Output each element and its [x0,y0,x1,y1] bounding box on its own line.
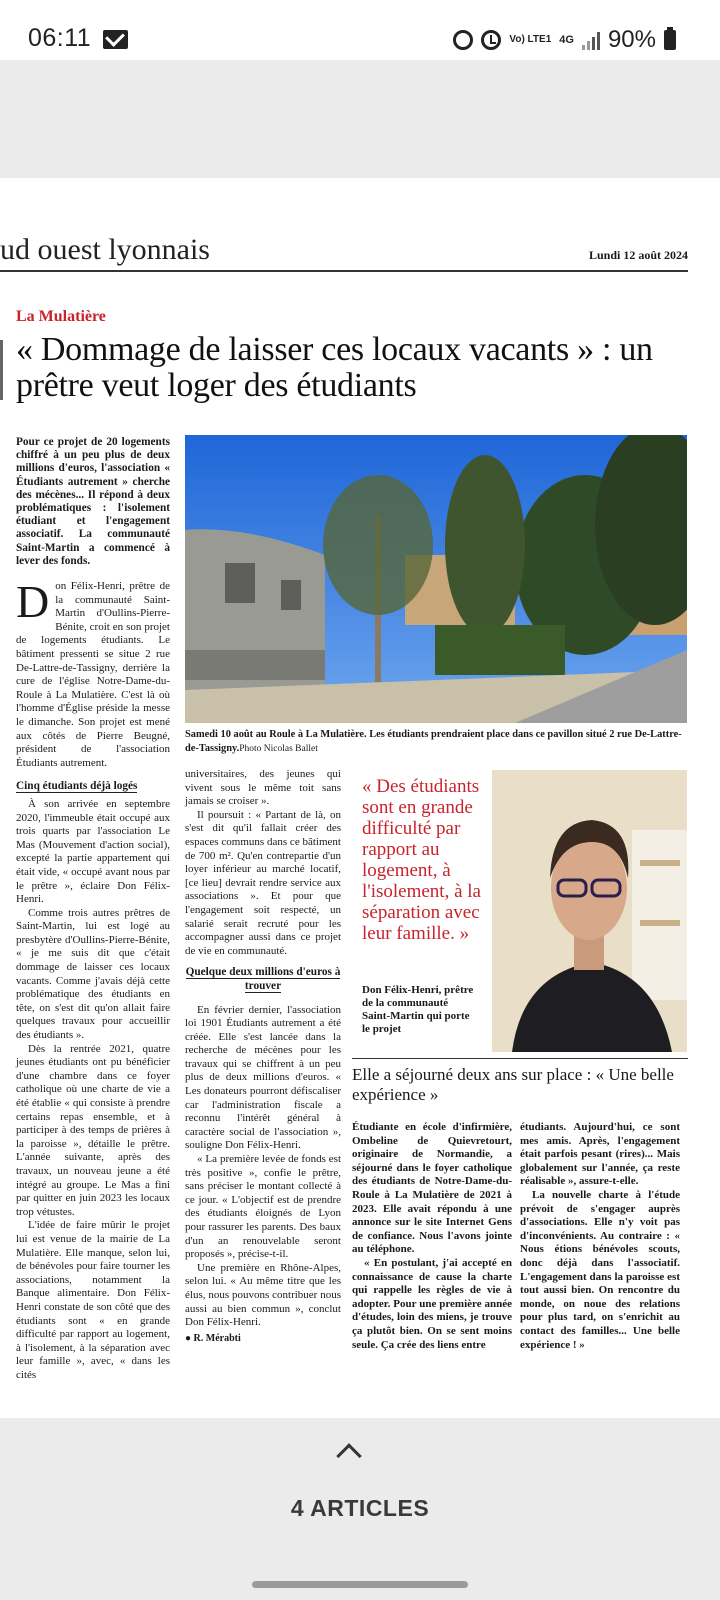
box-headline: Elle a séjourné deux ans sur place : « Une belle expérience » [352,1065,674,1104]
signal-icon [582,30,600,50]
paragraph: Comme trois autres prêtres de Saint-Martin, lui est logé au presbytère d'Oullins-Pierre-Bénite, « je me suis dit que c'était dommage de laisser ces locaux vacants. Comme j'avais déjà cette problématique des étudiants en tête, on s'est dit qu'on allait faire quelques travaux pour accueillir des étudiants ». [16,906,170,1042]
newspaper-page[interactable] [0,178,720,1418]
paragraph: En février dernier, l'association loi 1901 Étudiants autrement a été créée. Elle s'est lancée dans la recherche de mécènes pour les travaux qui se chiffrent à un peu plus de deux millions d'euros. « Les donateurs pourront défiscaliser car l'administration fiscale a reconnu l'intérêt général à caractère social de l'association », souligne Don Félix-Henri. [185,1003,341,1152]
drop-cap: D [16,576,50,628]
paragraph: étudiants. Aujourd'hui, ce sont mes amis. Après, l'engagement était parfois pesant (rires)... Mais globalement sur l'année, ça reste réalisable », assure-t-elle. [520,1121,680,1188]
box-divider [352,1058,688,1059]
box-column-2 [520,1121,680,1352]
article-opening [16,576,170,770]
battery-icon [664,30,676,50]
articles-count-button[interactable]: 4 ARTICLES [290,1495,430,1521]
paragraph: Dès la rentrée 2021, quatre jeunes étudiants ont pu bénéficier d'une chambre dans ce foyer catholique où une charte de vie a été établie « qui consiste à prendre certains repas ensemble, et à participer à des temps de prières à la paroisse », détaille le prêtre. L'année suivante, après des travaux, un nouveau jeune a été intégré au groupe. Le Mas a fini par quitter en juin 2023 les locaux trop vétustes. [16,1042,170,1218]
photo-credit: Photo Nicolas Ballet [239,744,318,754]
paragraph: Il poursuit : « Partant de là, on s'est dit qu'il fallait créer des espaces communs dans ce bâtiment de 700 m². Qu'en contrepartie d'un loyer inférieur au marché locatif, [ce lieu] devrait rendre service aux associations ». Et pour que l'engagement soit respecté, un salarié serait recruté pour les accompagner aussi dans ce projet de vie en communauté. [185,808,341,957]
article-column-1 [16,436,170,1382]
pull-quote-source: Don Félix-Henri, prêtre de la communauté Saint-Martin qui porte le projet [362,984,474,1035]
priest-portrait-photo[interactable] [492,770,687,1052]
headline-marker [0,340,3,400]
mail-notification-icon [103,30,128,49]
article-kicker: La Mulatière [16,308,106,325]
caption-text: Samedi 10 août au Roule à La Mulatière. Les étudiants prendraient place dans ce pavillon situé 2 rue De-Lattre-de-Tassigny. [185,729,682,754]
pull-quote: « Des étudiants sont en grande difficulté par rapport au logement, à l'isolement, à la séparation avec leur famille. » [362,776,481,944]
paragraph: L'idée de faire mûrir le projet lui est venue de la mairie de La Mulatière. Elle manque, selon lui, de bénévoles pour faire tourner les associations, notamment la Banque alimentaire. Don Félix-Henri constate de son côté que des étudiants sont « en grande difficulté par rapport au logement, à l'isolement, à la séparation avec leur famille », avec, « dans les cités [16,1219,170,1381]
article-headline: « Dommage de laisser ces locaux vacants » : un prêtre veut loger des étudiants [16,331,653,404]
issue-date: Lundi 12 août 2024 [588,248,688,262]
article-column-2 [185,768,341,1345]
home-gesture-bar[interactable] [252,1581,468,1588]
article-photo[interactable] [185,435,687,723]
paragraph: À son arrivée en septembre 2020, l'immeuble était occupé aux trois quarts par l'association Le Mas (Mouvement d'action social), excepté la partie appartement qui était vide, « occupé avant nous par le prêtre », éclaire Don Félix-Henri. [16,797,170,906]
alarm-icon [481,30,501,50]
battery-percent: 90% [607,26,656,53]
clock-time: 06:11 [28,24,92,52]
box-column-1 [352,1121,512,1352]
subheading: Cinq étudiants déjà logés [16,780,138,793]
portrait-image [492,770,687,1052]
paragraph: La nouvelle charte à l'étude prévoit de s'engager auprès d'associations. Elle n'y voit pas d'inconvénients. Au contraire : « Nous étions bénévoles scouts, donc déjà dans l'associatif. L'engagement dans la paroisse est tout aussi bien. On rencontre du monde, on noue des relations pour plus tard, on s'enrichit au contact des familles... Une belle expérience ! » [520,1188,680,1351]
paragraph: universitaires, des jeunes qui vivent sous le même toit sans jamais se croiser ». [185,768,341,808]
building-photo-image [185,435,687,723]
volte-indicator: Vo) LTE1 [509,34,552,45]
section-title: ud ouest lyonnais [0,233,210,266]
photo-caption [185,728,695,756]
status-bar [0,0,720,60]
paragraph: « La première levée de fonds est très positive », confie le prêtre, sans préciser le montant collecté à ce jour. « L'objectif est de prendre des étudiants éloignés de Lyon pour rassurer les parents. Des baux d'un an renouvelable seront proposés », précise-t-il. [185,1153,341,1261]
paragraph: « En postulant, j'ai accepté en connaissance de cause la charte qui rappelle les règles de vie à adopter. Pour une première année d'études, loin des miens, je trouve ça plutôt bien. On se sent moins seule. Ça crée des liens entre [352,1256,512,1351]
paragraph: on Félix-Henri, prêtre de la communauté Saint-Martin d'Oullins-Pierre-Bénite, croit en son projet de logements étudiants. Le bâtiment pressenti se situe 2 rue De-Lattre-de-Tassigny, derrière la cure de l'église Notre-Dame-du-Roule à La Mulatière. C'est là où l'homme d'Église préside la messe le dimanche. Son projet est mené aux côtés de Pierre Beugné, président de l'association Étudiants autrement. [16,580,170,769]
network-type-indicator: 4G [559,34,574,46]
subheading: Quelque deux millions d'euros à trouver [185,966,341,992]
status-icons [453,26,676,54]
paragraph: Étudiante en école d'infirmière, Ombeline de Quievretourt, originaire de Normandie, a séjourné dans le foyer catholique des étudiants de Notre-Dame-du-Roule à La Mulatière de 2021 à 2023. Elle avait répondu à une annonce sur le site Internet Gens de confiance. Nous l'avons jointe au téléphone. [352,1121,512,1256]
paragraph: Une première en Rhône-Alpes, selon lui. « Au même titre que les élus, nous pouvons contribuer nous aussi au bien commun », conclut Don Félix-Henri. [185,1261,341,1329]
article-lead: Pour ce projet de 20 logements chiffré à un peu plus de deux millions d'euros, l'association « Étudiants autrement » cherche des mécènes... Il répond à deux problématiques : l'isolement étudiant et l'engagement associatif. La communauté Saint-Martin a commencé à lever des fonds. [16,436,170,567]
section-divider [0,270,688,272]
sync-icon [453,30,473,50]
article-byline: ● R. Mérabti [185,1332,241,1344]
